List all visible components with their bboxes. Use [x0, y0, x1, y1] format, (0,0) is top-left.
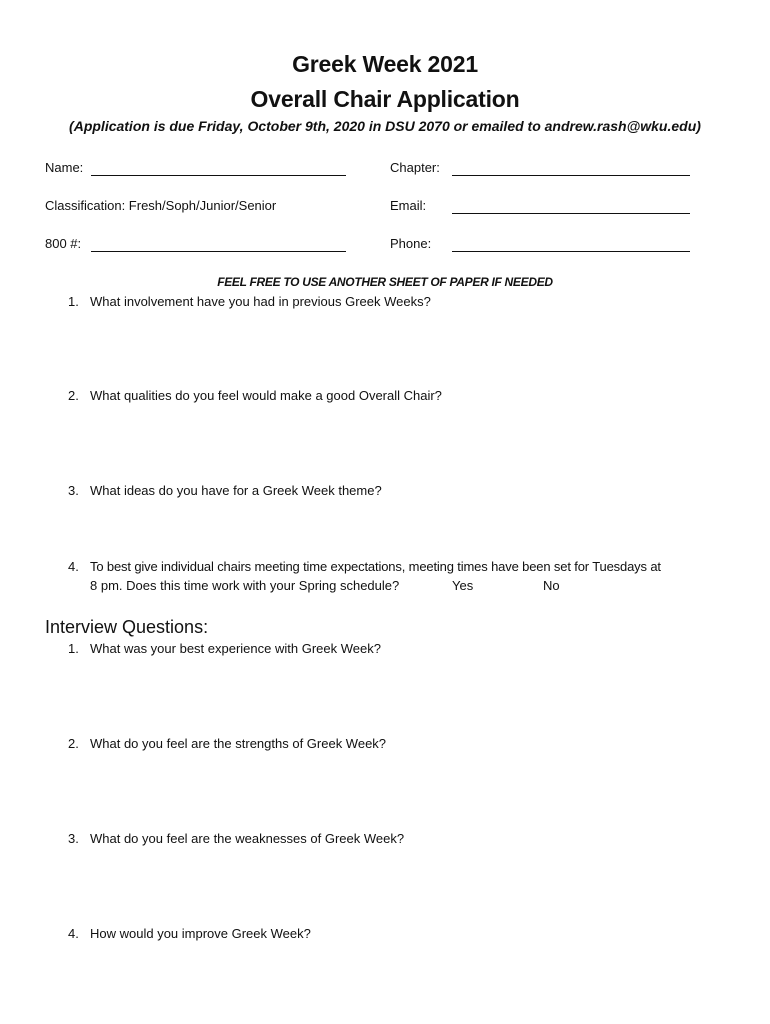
name-label: Name:: [45, 160, 84, 175]
question-number: 3.: [68, 483, 79, 498]
yes-option[interactable]: Yes: [452, 578, 474, 593]
phone-field[interactable]: [452, 251, 690, 252]
classification-label: Classification: Fresh/Soph/Junior/Senior: [45, 198, 277, 213]
question-text: What was your best experience with Greek Week?: [90, 641, 381, 656]
question-text: What ideas do you have for a Greek Week theme?: [90, 483, 382, 498]
question-number: 2.: [68, 388, 79, 403]
page-subtitle-title: Overall Chair Application: [250, 86, 520, 112]
question-text: What do you feel are the strengths of Greek Week?: [90, 736, 387, 751]
question-text: What qualities do you feel would make a good Overall Chair?: [90, 388, 442, 403]
question-4-line-2: 8 pm. Does this time work with your Spring schedule?: [90, 578, 400, 593]
question-text: What involvement have you had in previous Greek Weeks?: [90, 294, 431, 309]
chapter-field[interactable]: [452, 175, 690, 176]
phone-label: Phone:: [390, 236, 432, 251]
question-text: How would you improve Greek Week?: [90, 926, 311, 941]
question-number: 1.: [68, 294, 79, 309]
extra-paper-notice: FEEL FREE TO USE ANOTHER SHEET OF PAPER IF NEEDED: [217, 275, 553, 289]
question-number: 4.: [68, 926, 79, 941]
question-text: What do you feel are the weaknesses of Greek Week?: [90, 831, 405, 846]
question-number: 3.: [68, 831, 79, 846]
email-label: Email:: [390, 198, 427, 213]
question-number: 1.: [68, 641, 79, 656]
no-option[interactable]: No: [543, 578, 560, 593]
question-number: 2.: [68, 736, 79, 751]
chapter-label: Chapter:: [390, 160, 440, 175]
id-number-field[interactable]: [91, 251, 346, 252]
question-text-line-1: To best give individual chairs meeting time expectations, meeting times have been set for Tuesdays at: [90, 559, 661, 574]
page-title: Greek Week 2021: [292, 51, 478, 77]
id-number-label: 800 #:: [45, 236, 82, 251]
question-number: 4.: [68, 559, 79, 574]
email-field[interactable]: [452, 213, 690, 214]
due-date-note: (Application is due Friday, October 9th, 2020 in DSU 2070 or emailed to andrew.rash@wku.edu): [69, 118, 701, 134]
interview-heading: Interview Questions:: [45, 617, 209, 637]
name-field[interactable]: [91, 175, 346, 176]
